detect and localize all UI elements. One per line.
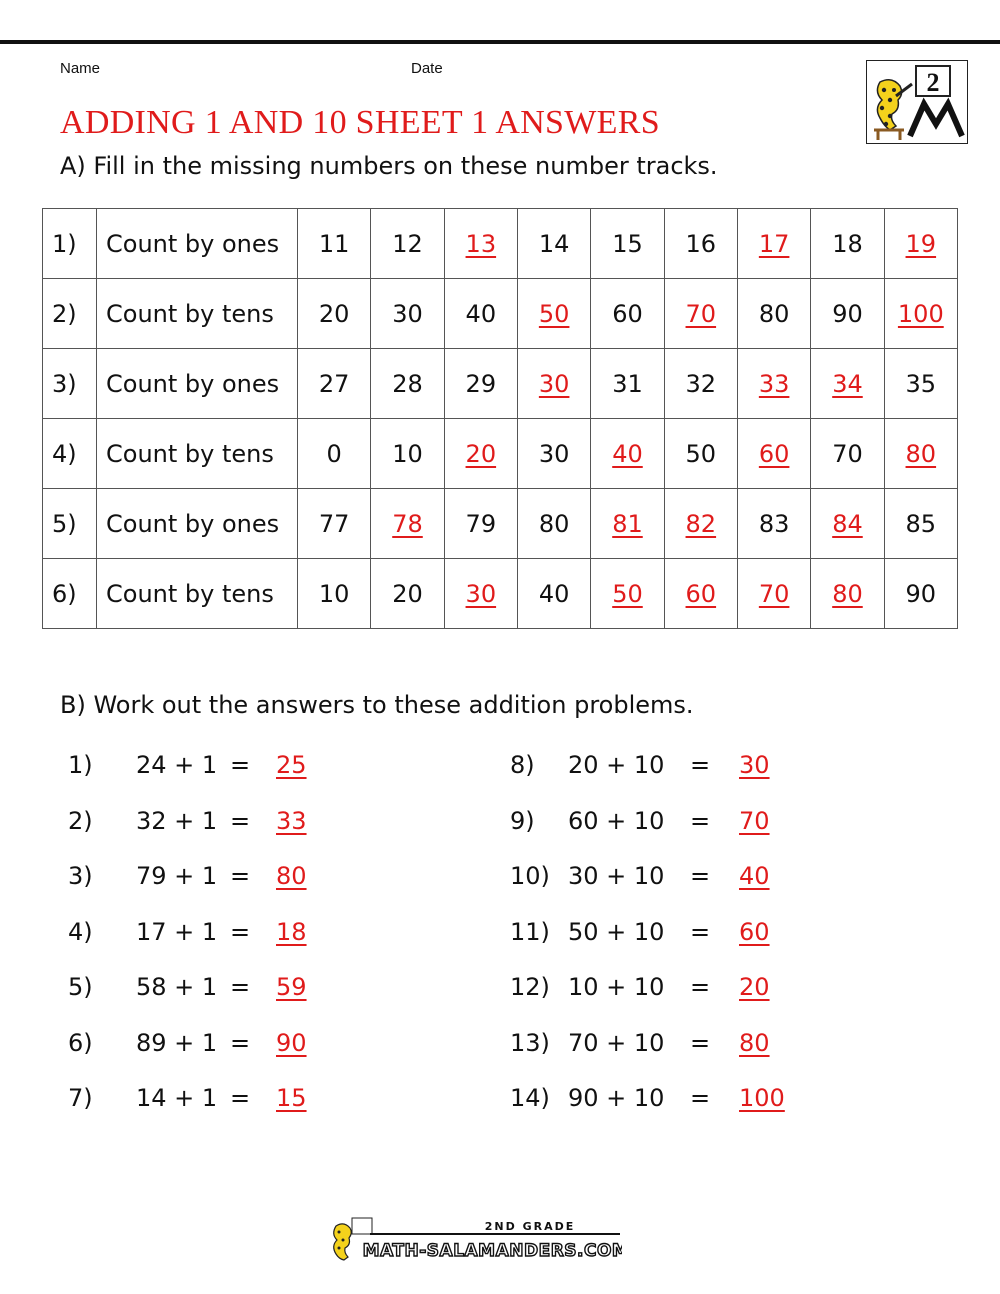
problem-answer: 100 [739,1084,785,1112]
problem-answer: 25 [276,751,307,779]
row-label: Count by ones [97,489,298,559]
problem-expression: 90 + 10 [568,1084,665,1112]
problem-expression: 70 + 10 [568,1028,665,1057]
equals-sign: = [230,973,251,1001]
given-value: 0 [326,439,342,468]
answer-value: 19 [905,229,937,258]
answer-cell [591,419,664,489]
given-value: 30 [392,299,423,328]
equals-sign: = [230,1084,251,1112]
track-row [43,489,958,559]
given-value: 20 [392,579,423,608]
given-value: 79 [465,509,497,538]
row-label: Count by tens [97,419,298,489]
row-number: 6) [43,559,97,629]
given-value: 27 [318,369,350,398]
answer-value: 40 [612,439,643,468]
row-number: 2) [43,279,97,349]
given-cell [298,489,371,559]
given-cell [298,419,371,489]
problem-answer: 15 [276,1084,307,1112]
given-cell [591,279,664,349]
answer-value: 60 [685,579,717,608]
row-label: Count by tens [97,559,298,629]
answer-cell [591,489,664,559]
given-value: 28 [392,369,423,398]
equals-sign: = [690,917,711,946]
answer-cell [737,209,810,279]
equals-sign: = [230,862,251,890]
problem-expression: 20 + 10 [568,751,665,779]
equals-sign: = [230,806,251,835]
given-value: 16 [685,229,717,258]
answer-value: 80 [905,439,937,468]
row-number: 5) [43,489,97,559]
addition-problem [510,861,830,891]
given-cell [371,419,444,489]
given-value: 30 [538,439,570,468]
given-value: 11 [318,229,350,258]
problem-answer: 30 [739,751,770,779]
problem-expression: 79 + 1 [136,862,218,890]
given-value: 70 [832,439,863,468]
problem-answer: 80 [276,862,307,890]
addition-problem [510,972,830,1002]
footer-site-text: MATH-SALAMANDERS.COM [362,1241,622,1261]
answer-cell [444,559,517,629]
given-cell [298,349,371,419]
problem-answer: 60 [739,917,770,946]
answer-value: 30 [538,369,570,398]
problem-expression: 17 + 1 [136,917,218,946]
given-cell [444,489,517,559]
answer-cell [444,419,517,489]
given-cell [884,559,957,629]
problem-answer: 70 [739,806,770,835]
given-cell [298,279,371,349]
given-cell [664,419,737,489]
answer-cell [371,489,444,559]
track-row [43,209,958,279]
given-value: 40 [538,579,570,608]
answer-value: 17 [758,229,790,258]
answer-cell [517,349,590,419]
track-row [43,349,958,419]
problem-expression: 60 + 10 [568,806,665,835]
answer-value: 60 [758,439,790,468]
given-value: 60 [612,299,643,328]
answer-cell [737,419,810,489]
answer-value: 78 [392,509,423,538]
answer-value: 13 [465,229,497,258]
problem-answer: 18 [276,917,307,946]
track-row [43,419,958,489]
answer-cell [664,489,737,559]
given-cell [444,279,517,349]
given-value: 85 [905,509,937,538]
problem-expression: 32 + 1 [136,806,218,835]
answer-value: 70 [758,579,790,608]
answer-value: 20 [465,439,497,468]
answer-cell [811,559,884,629]
problem-answer: 20 [739,973,770,1001]
given-value: 10 [392,439,423,468]
row-number: 3) [43,349,97,419]
salamander-grade-2-icon [866,60,968,144]
given-value: 32 [685,369,717,398]
addition-problem [68,1028,388,1058]
answer-value: 100 [897,299,944,328]
problem-expression: 24 + 1 [136,751,218,779]
given-cell [664,349,737,419]
problem-answer: 59 [276,973,307,1001]
problem-number: 7) [68,1084,93,1112]
given-cell [371,209,444,279]
equals-sign: = [690,973,711,1001]
given-cell [811,419,884,489]
given-cell [884,349,957,419]
given-cell [371,559,444,629]
given-cell [811,279,884,349]
answer-cell [737,349,810,419]
answer-cell [884,279,957,349]
problem-number: 10) [510,862,550,890]
problem-number: 12) [510,973,550,1001]
section-b-instruction: B) Work out the answers to these addition problems. [60,691,694,719]
row-label: Count by ones [97,349,298,419]
answer-cell [884,419,957,489]
problem-expression: 58 + 1 [136,973,218,1001]
row-number: 4) [43,419,97,489]
problem-number: 4) [68,917,93,946]
given-cell [591,349,664,419]
answer-value: 34 [832,369,863,398]
equals-sign: = [230,1028,251,1057]
given-value: 15 [612,229,643,258]
grade-number: 2 [926,68,940,97]
row-label: Count by ones [97,209,298,279]
addition-problem [68,750,388,780]
equals-sign: = [690,751,711,779]
given-value: 10 [318,579,350,608]
answer-cell [737,559,810,629]
problem-number: 8) [510,751,535,779]
problem-expression: 30 + 10 [568,862,665,890]
equals-sign: = [690,1084,711,1112]
given-value: 12 [392,229,423,258]
answer-value: 81 [612,509,643,538]
given-value: 90 [832,299,863,328]
given-value: 35 [905,369,937,398]
addition-problem [68,917,388,947]
addition-problem [510,1083,830,1113]
answer-value: 50 [538,299,570,328]
top-rule [0,40,1000,44]
problem-number: 13) [510,1028,550,1057]
math-salamanders-logo-icon [330,1216,622,1262]
answer-value: 33 [758,369,790,398]
given-value: 80 [758,299,790,328]
given-cell [371,279,444,349]
problem-expression: 14 + 1 [136,1084,218,1112]
answer-value: 82 [685,509,717,538]
problem-number: 2) [68,806,93,835]
problem-answer: 33 [276,806,307,835]
problem-answer: 90 [276,1028,307,1057]
footer-grade-text: 2ND GRADE [484,1220,576,1233]
given-value: 20 [318,299,350,328]
given-cell [517,209,590,279]
row-label: Count by tens [97,279,298,349]
given-cell [298,209,371,279]
addition-problem [510,917,830,947]
addition-problem [68,1083,388,1113]
answer-cell [664,279,737,349]
answer-cell [664,559,737,629]
addition-problem [510,806,830,836]
number-tracks-table [42,208,958,629]
given-cell [444,349,517,419]
equals-sign: = [230,751,251,779]
given-value: 50 [685,439,717,468]
given-value: 90 [905,579,937,608]
section-a-instruction: A) Fill in the missing numbers on these number tracks. [60,152,718,180]
problem-number: 14) [510,1084,550,1112]
given-value: 14 [538,229,570,258]
addition-problem [510,750,830,780]
problem-answer: 80 [739,1028,770,1057]
given-value: 77 [318,509,350,538]
name-label: Name [60,60,101,77]
addition-problem [68,972,388,1002]
equals-sign: = [690,806,711,835]
given-cell [517,489,590,559]
given-cell [591,209,664,279]
given-cell [517,559,590,629]
answer-cell [444,209,517,279]
row-number: 1) [43,209,97,279]
given-value: 18 [832,229,863,258]
addition-problem [68,806,388,836]
problem-number: 5) [68,973,93,1001]
answer-cell [517,279,590,349]
answer-value: 70 [685,299,717,328]
given-cell [737,489,810,559]
given-cell [664,209,737,279]
page-title: ADDING 1 AND 10 SHEET 1 ANSWERS [60,104,660,141]
problem-number: 9) [510,806,535,835]
equals-sign: = [690,862,711,890]
addition-problem [68,861,388,891]
answer-cell [811,349,884,419]
answer-value: 84 [832,509,863,538]
problem-number: 3) [68,862,93,890]
date-label: Date [411,60,443,77]
given-cell [517,419,590,489]
addition-problem [510,1028,830,1058]
problem-answer: 40 [739,862,770,890]
given-cell [811,209,884,279]
problem-number: 11) [510,917,550,946]
answer-cell [591,559,664,629]
answer-cell [884,209,957,279]
problem-expression: 10 + 10 [568,973,665,1001]
equals-sign: = [690,1028,711,1057]
answer-value: 80 [832,579,863,608]
given-value: 29 [465,369,497,398]
given-value: 80 [538,509,570,538]
track-row [43,559,958,629]
track-row [43,279,958,349]
given-value: 83 [758,509,790,538]
problem-expression: 50 + 10 [568,917,665,946]
given-value: 31 [612,369,643,398]
answer-value: 30 [465,579,497,608]
given-cell [371,349,444,419]
answer-cell [811,489,884,559]
given-cell [298,559,371,629]
problem-expression: 89 + 1 [136,1028,218,1057]
problem-number: 1) [68,751,93,779]
problem-number: 6) [68,1028,93,1057]
given-cell [737,279,810,349]
given-cell [884,489,957,559]
equals-sign: = [230,917,251,946]
answer-value: 50 [612,579,643,608]
given-value: 40 [465,299,497,328]
